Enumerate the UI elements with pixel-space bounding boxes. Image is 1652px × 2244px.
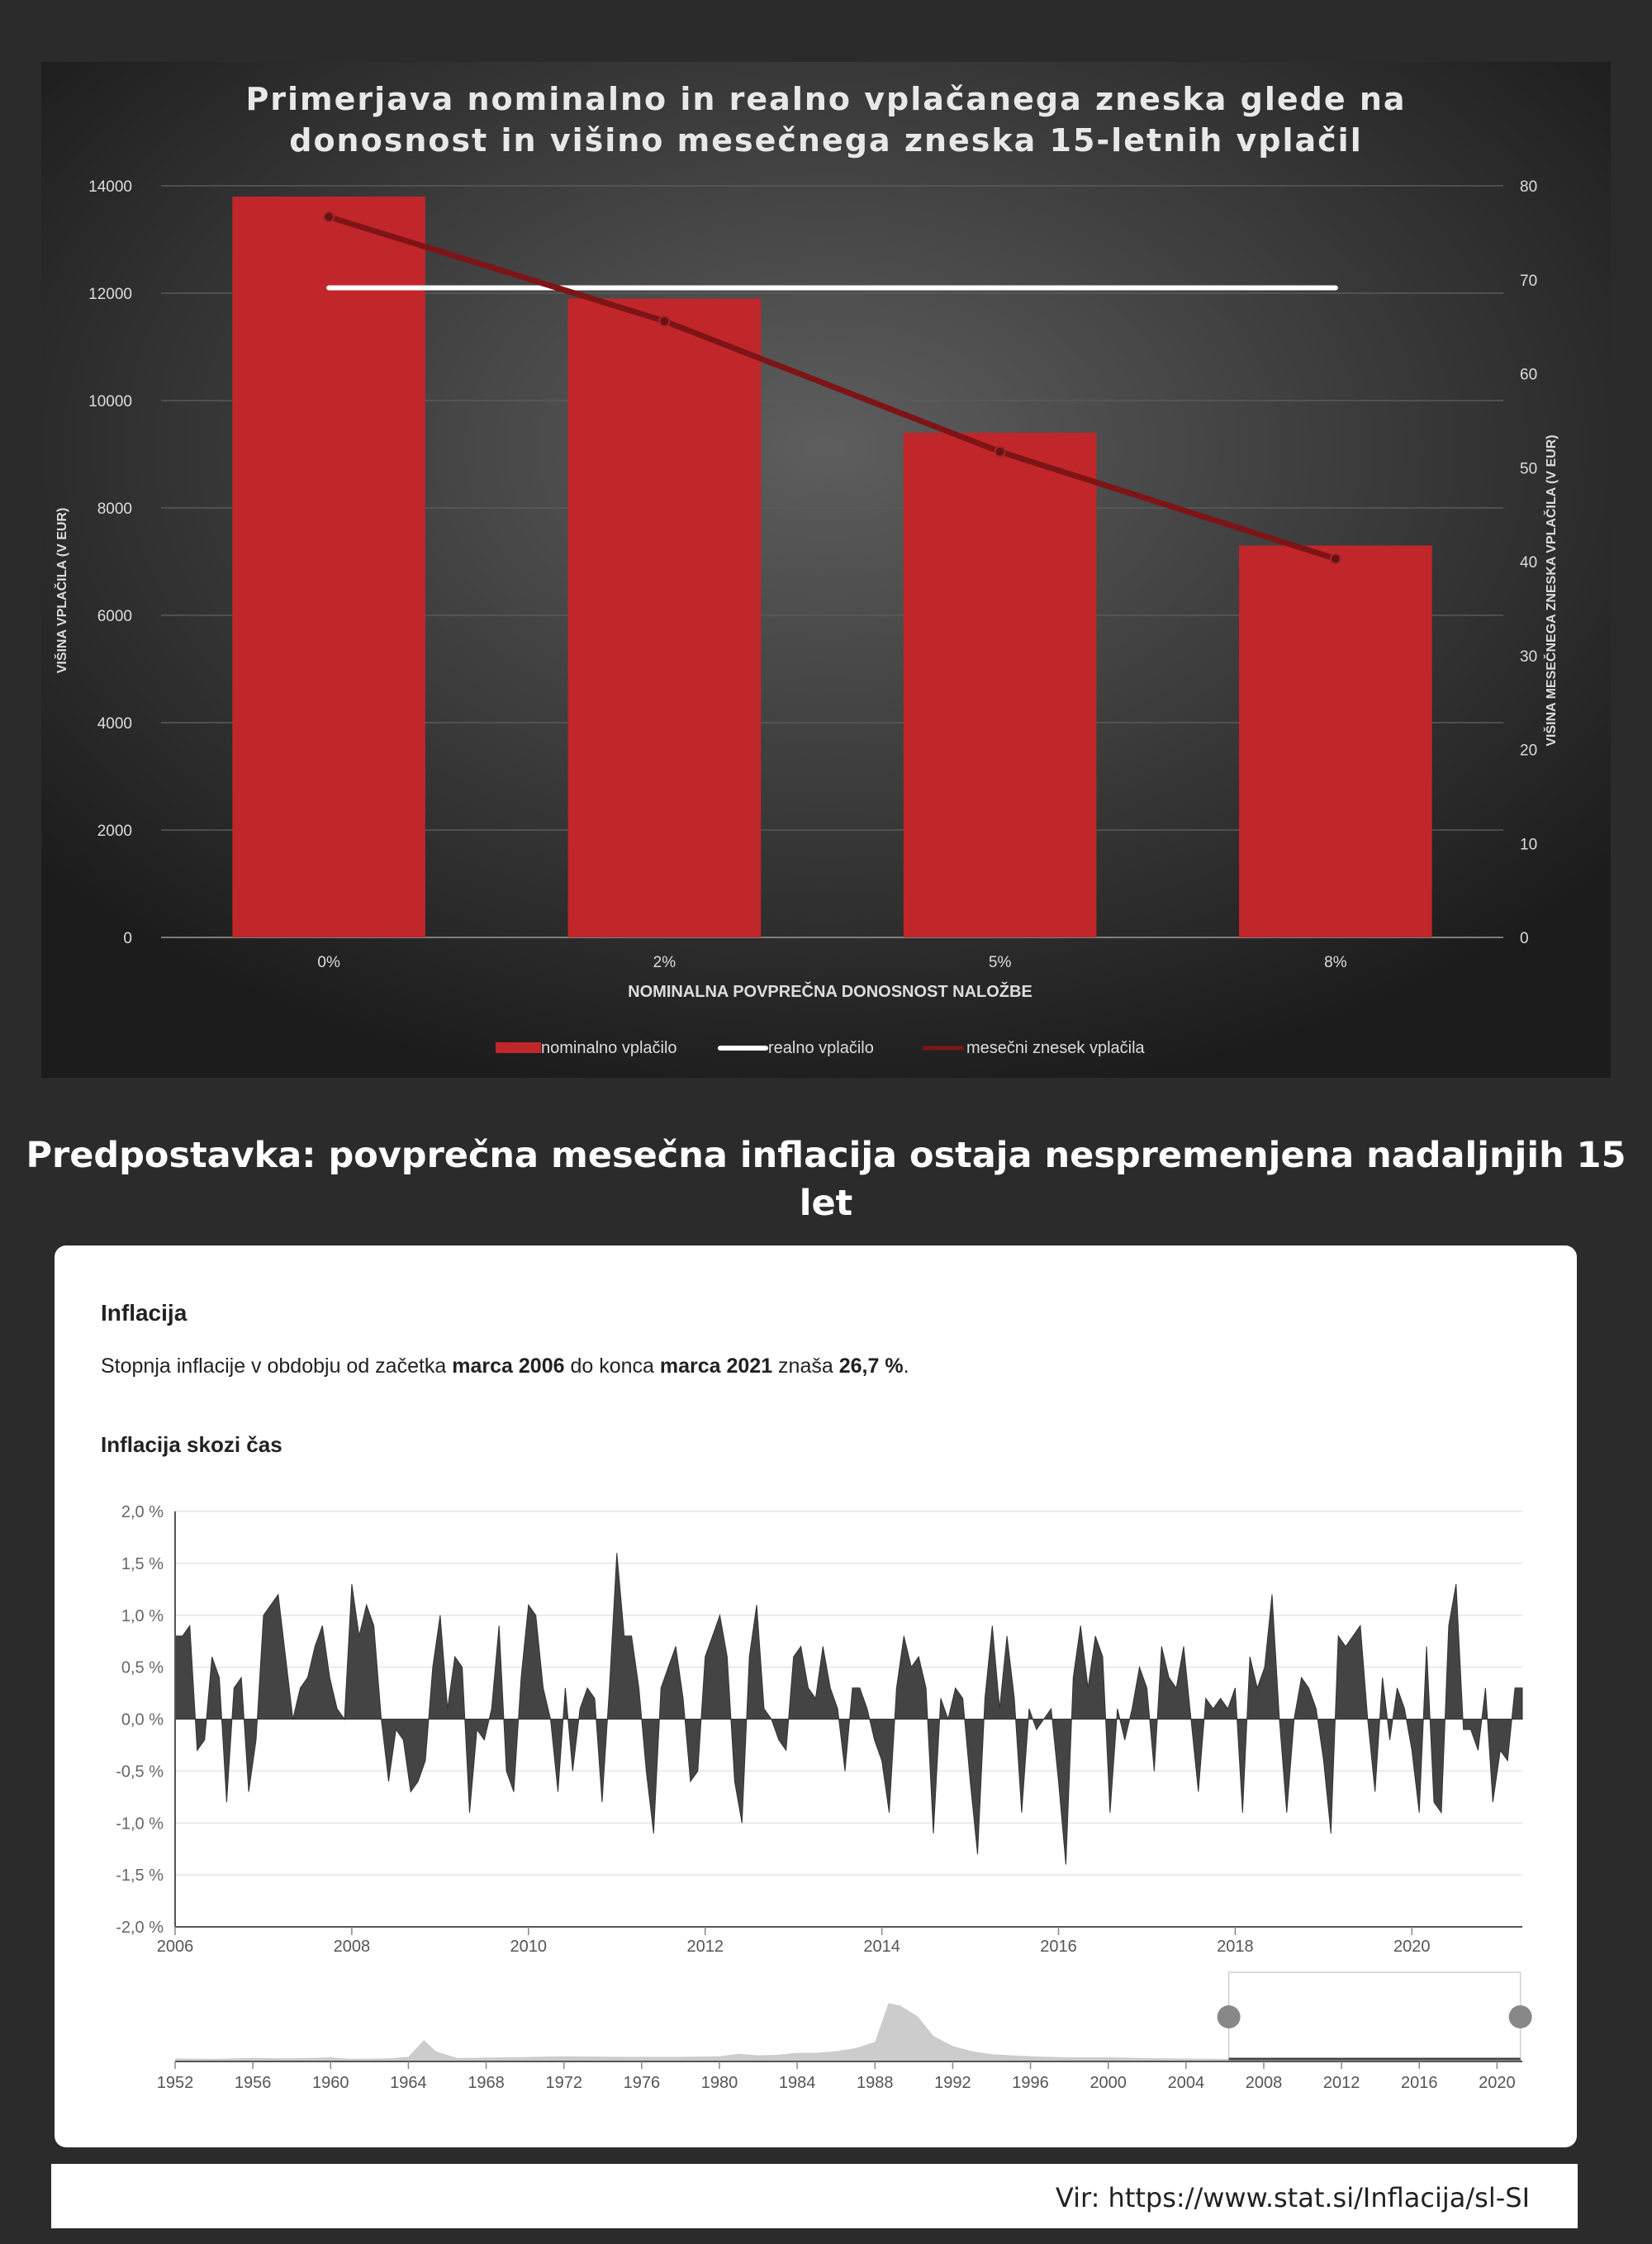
navigator-tick-label: 1952 [156,2074,194,2092]
navigator-tick-label: 1960 [312,2074,349,2092]
desc-start-period: marca 2006 [452,1354,565,1378]
desc-text-1: Stopnja inflacije v obdobju od začetka [101,1354,453,1378]
legend-label-monthly: mesečni znesek vplačila [966,1039,1145,1057]
desc-text-3: znaša [772,1354,839,1378]
y2-tick-label: 60 [1520,366,1538,384]
card-title: Inflacija [101,1300,188,1326]
navigator-tick-label: 2020 [1479,2074,1516,2092]
point-monthly [995,447,1005,457]
y2-tick-label: 0 [1520,930,1529,947]
x-tick-label: 2014 [863,1938,900,1956]
y2-tick-label: 40 [1520,554,1538,572]
y2-tick-label: 50 [1520,460,1538,478]
point-monthly [1331,554,1341,564]
y-tick-label: 14000 [88,178,132,196]
x-tick-label: 8% [1324,954,1347,971]
navigator-tick-label: 2012 [1322,2074,1360,2092]
y-tick-label: -1,0 % [116,1815,164,1834]
legend-swatch-nominal [496,1042,541,1053]
y-tick-label: 12000 [88,286,132,303]
source-footer [51,2164,1578,2228]
y-tick-label: 1,5 % [121,1554,164,1573]
x-tick-label: 2% [653,954,676,971]
y-tick-label: 0,0 % [121,1710,164,1729]
navigator-tick-label: 1996 [1012,2074,1049,2092]
navigator-tick-label: 2008 [1245,2074,1283,2092]
navigator-tick-label: 1980 [700,2074,738,2092]
desc-end-period: marca 2021 [659,1354,773,1378]
bar-nominal [568,299,762,938]
legend-label-nominal: nominalno vplačilo [541,1039,677,1057]
navigator-tick-label: 2000 [1089,2074,1127,2092]
bar-nominal [904,433,1097,937]
y-tick-label: 0 [123,930,132,947]
navigator-handle[interactable] [1509,2005,1532,2028]
navigator-tick-label: 1968 [468,2074,505,2092]
navigator-tick-label: 1972 [545,2074,582,2092]
navigator-tick-label: 1988 [857,2074,894,2092]
navigator-tick-label: 1964 [390,2074,427,2092]
y-tick-label: 0,5 % [121,1658,164,1677]
y2-tick-label: 80 [1520,178,1538,196]
inflation-area [175,1553,1522,1864]
chart-title [41,78,1611,161]
legend [496,1039,1146,1057]
y-tick-label: -2,0 % [116,1919,164,1937]
x-tick-label: 2008 [333,1938,371,1956]
y-tick-label: -0,5 % [116,1762,164,1781]
x-tick-label: 2020 [1393,1938,1431,1956]
bar-nominal [1239,546,1432,938]
y2-tick-label: 70 [1520,272,1538,290]
y-tick-label: 2,0 % [121,1503,164,1521]
navigator-tick-label: 2016 [1401,2074,1438,2092]
y-tick-label: -1,5 % [116,1867,164,1886]
inflation-description [101,1354,909,1378]
x-tick-label: 2010 [510,1938,548,1956]
y-tick-label: 6000 [97,608,132,625]
inflation-card [55,1245,1577,2147]
navigator-tick-label: 1956 [234,2074,272,2092]
combo-chart-svg [41,62,1611,1078]
combo-chart [41,62,1611,1078]
source-text: Vir: https://www.stat.si/Inflacija/sl-SI [1055,2182,1530,2213]
x-tick-label: 5% [988,954,1012,971]
navigator-tick-label: 1984 [778,2074,816,2092]
y-tick-label: 2000 [97,823,132,840]
y-tick-label: 4000 [97,715,132,733]
assumption-heading: Predpostavka: povprečna mesečna inflacija ostaja nespremenjena nadaljnjih 15 let [26,1135,1626,1224]
x-tick-label: 2018 [1217,1938,1254,1956]
navigator-tick-label: 1992 [934,2074,971,2092]
x-tick-label: 2016 [1040,1938,1077,1956]
desc-text-4: . [903,1354,909,1378]
x-tick-label: 2006 [156,1938,194,1956]
y-tick-label: 1,0 % [121,1606,164,1625]
point-monthly [324,212,334,222]
chart-subtitle: Inflacija skozi čas [101,1432,282,1457]
y-tick-label: 10000 [88,393,132,410]
bar-nominal [232,197,425,937]
y2-tick-label: 10 [1520,836,1538,854]
navigator-tick-label: 2004 [1167,2074,1205,2092]
desc-rate: 26,7 % [838,1354,904,1378]
navigator-tick-label: 1976 [623,2074,661,2092]
x-tick-label: 2012 [686,1938,724,1956]
legend-label-real: realno vplačilo [768,1039,874,1057]
y2-tick-label: 20 [1520,742,1538,760]
x-axis-title: NOMINALNA POVPREČNA DONOSNOST NALOŽBE [628,983,1032,1001]
inflation-chart-svg [55,1245,1577,2147]
point-monthly [659,316,669,326]
chart-title-line-2: donosnost in višino mesečnega zneska 15-letnih vplačil [289,122,1363,159]
y-tick-label: 8000 [97,501,132,518]
x-tick-label: 0% [317,954,340,971]
chart-title-line-1: Primerjava nominalno in realno vplačanega zneska glede na [245,81,1407,117]
y-axis-title: VIŠINA VPLAČILA (V EUR) [55,507,69,674]
navigator-selection [1229,1972,1521,2061]
desc-text-2: do konca [564,1354,660,1378]
y2-tick-label: 30 [1520,648,1538,666]
navigator-handle[interactable] [1218,2005,1241,2028]
y2-axis-title: VIŠINA MESEČNEGA ZNESKA VPLAČILA (V EUR) [1545,434,1559,747]
